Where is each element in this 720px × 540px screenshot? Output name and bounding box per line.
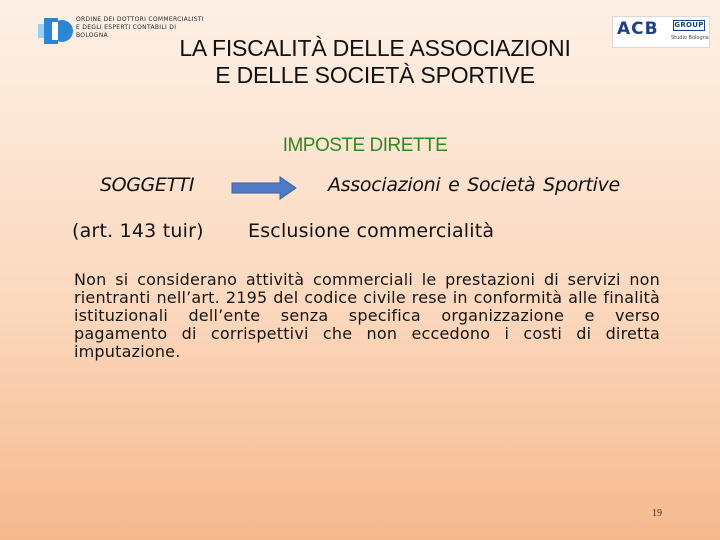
acb-group-logo <box>612 16 710 48</box>
logo-text <box>76 16 204 40</box>
logo-sub: Studio Bologna <box>671 35 709 41</box>
article-reference: (art. 143 tuir) <box>72 220 204 242</box>
logo-emblem-icon <box>38 16 74 48</box>
logo-line: ORDINE DEI DOTTORI COMMERCIALISTI <box>76 16 204 23</box>
title-line-1: LA FISCALITÀ DELLE ASSOCIAZIONI <box>179 35 571 61</box>
logo-line: E DEGLI ESPERTI CONTABILI DI <box>76 24 177 31</box>
logo-group: GROUP <box>674 21 704 29</box>
logo-line: BOLOGNA <box>76 32 108 39</box>
subjects-value: Associazioni e Società Sportive <box>328 174 620 196</box>
logo-word: ACB <box>617 19 659 39</box>
right-arrow-icon <box>232 177 296 199</box>
title-line-2: E DELLE SOCIETÀ SPORTIVE <box>215 62 535 88</box>
body-paragraph: Non si considerano attività commerciali le prestazioni di servizi non rientranti nell’art. 2195 del codice civile rese in conformità alle finalità istituzionali dell’ente senza specifica organizzazione e verso pagamento di corrispettivi che non eccedono i costi di diretta imputazione. <box>74 270 660 361</box>
subjects-label: SOGGETTI <box>100 174 195 196</box>
section-subtitle: IMPOSTE DIRETTE <box>282 135 448 156</box>
odcec-logo <box>38 14 204 48</box>
slide-title <box>150 35 600 89</box>
page-number: 19 <box>652 508 662 519</box>
exclusion-label: Esclusione commercialità <box>248 220 495 242</box>
